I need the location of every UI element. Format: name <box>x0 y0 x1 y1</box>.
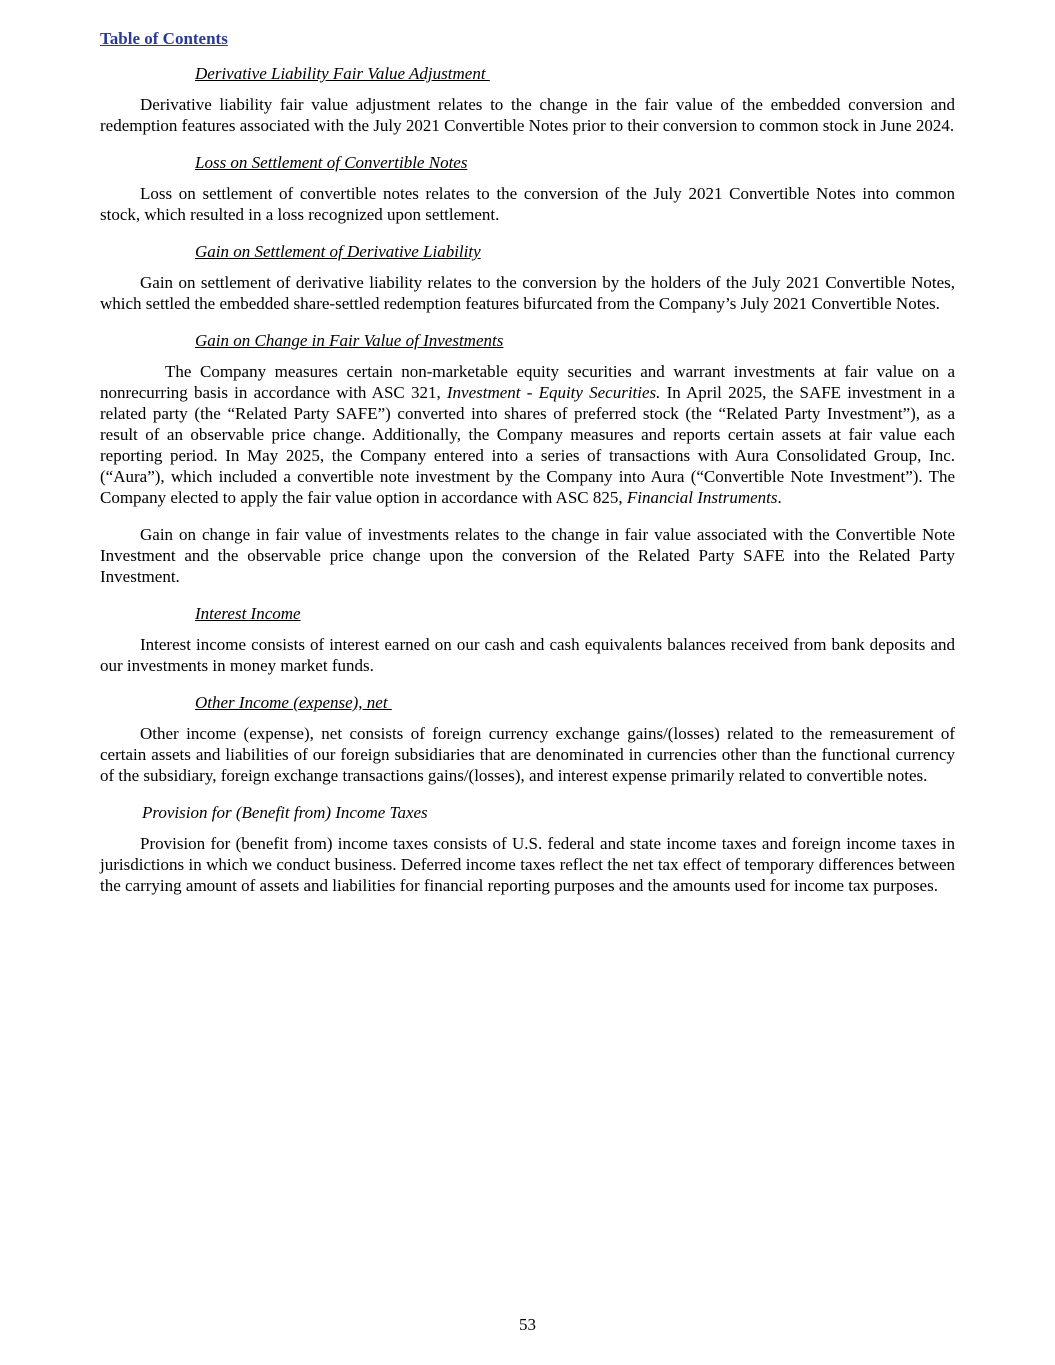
section-other-income-expense-net <box>100 692 955 786</box>
section-gain-on-settlement-of-derivative-liability <box>100 241 955 314</box>
paragraph-interest-income: Interest income consists of interest earned on our cash and cash equivalents balances received from bank deposits and our investments in money market funds. <box>100 635 955 675</box>
paragraph-company-measures <box>100 361 955 508</box>
paragraph-run-italic-asc825: Financial Instruments <box>626 488 778 507</box>
paragraph-gain-on-change: Gain on change in fair value of investments relates to the change in fair value associated with the Convertible Note Investment and the observable price change upon the conversion of the Related Party SAFE into the Related Party Investment. <box>100 525 955 586</box>
heading-interest-income: Interest Income <box>195 604 301 623</box>
paragraph-derivative-liability: Derivative liability fair value adjustment relates to the change in the fair value of the embedded conversion and redemption features associated with the July 2021 Convertible Notes prior to their conversion to common stock in June 2024. <box>100 95 955 135</box>
heading-loss-on-settlement-of-convertible-notes: Loss on Settlement of Convertible Notes <box>195 153 468 172</box>
heading-other-income-expense-net: Other Income (expense), net <box>195 693 392 712</box>
toc-line <box>100 28 955 49</box>
paragraph-run-italic-asc321: Investment - Equity Securities. <box>446 383 661 402</box>
paragraph-run: . <box>777 488 782 507</box>
heading-derivative-liability-fair-value-adjustment: Derivative Liability Fair Value Adjustment <box>195 64 490 83</box>
heading-provision-for-income-taxes: Provision for (Benefit from) Income Taxes <box>142 803 428 822</box>
section-gain-on-change-in-fair-value-of-investments <box>100 330 955 587</box>
section-interest-income <box>100 603 955 676</box>
page-number: 53 <box>519 1315 536 1334</box>
heading-gain-on-change-in-fair-value-of-investments: Gain on Change in Fair Value of Investments <box>195 331 504 350</box>
paragraph-loss-on-settlement: Loss on settlement of convertible notes relates to the conversion of the July 2021 Convertible Notes into common stock, which resulted in a loss recognized upon settlement. <box>100 184 955 224</box>
table-of-contents-link[interactable]: Table of Contents <box>100 29 228 48</box>
section-derivative-liability-fair-value-adjustment <box>100 63 955 136</box>
heading-gain-on-settlement-of-derivative-liability: Gain on Settlement of Derivative Liability <box>195 242 481 261</box>
section-loss-on-settlement-of-convertible-notes <box>100 152 955 225</box>
paragraph-gain-on-settlement: Gain on settlement of derivative liability relates to the conversion by the holders of the July 2021 Convertible Notes, which settled the embedded share-settled redemption features bifurcated from the Company’s July 2021 Convertible Notes. <box>100 273 955 313</box>
paragraph-other-income: Other income (expense), net consists of foreign currency exchange gains/(losses) related to the remeasurement of certain assets and liabilities of our foreign subsidiaries that are denominated in currencies other than the functional currency of the subsidiary, foreign exchange transactions gains/(losses), and interest expense primarily related to convertible notes. <box>100 724 955 785</box>
paragraph-run: In April 2025, the SAFE investment in a related party (the “Related Party SAFE”) converted into shares of preferred stock (the “Related Party Investment”), as a result of an observable price change. Additionally, the Company measures and reports certain assets at fair value each reporting period. In May 2025, the Company entered into a series of transactions with Aura Consolidated Group, Inc. (“Aura”), which included a convertible note investment by the Company into Aura (“Convertible Note Investment”). The Company elected to apply the fair value option in accordance with ASC 825, <box>100 383 955 507</box>
paragraph-run: The Company measures certain non-marketable equity securities and warrant investments at fair value on a nonrecurring basis in accordance with ASC 321, <box>100 362 955 402</box>
section-provision-for-income-taxes <box>100 802 955 896</box>
paragraph-provision-for-income-taxes: Provision for (benefit from) income taxes consists of U.S. federal and state income taxes and foreign income taxes in jurisdictions in which we conduct business. Deferred income taxes reflect the net tax effect of temporary differences between the carrying amount of assets and liabilities for financial reporting purposes and the amounts used for income tax purposes. <box>100 834 955 895</box>
